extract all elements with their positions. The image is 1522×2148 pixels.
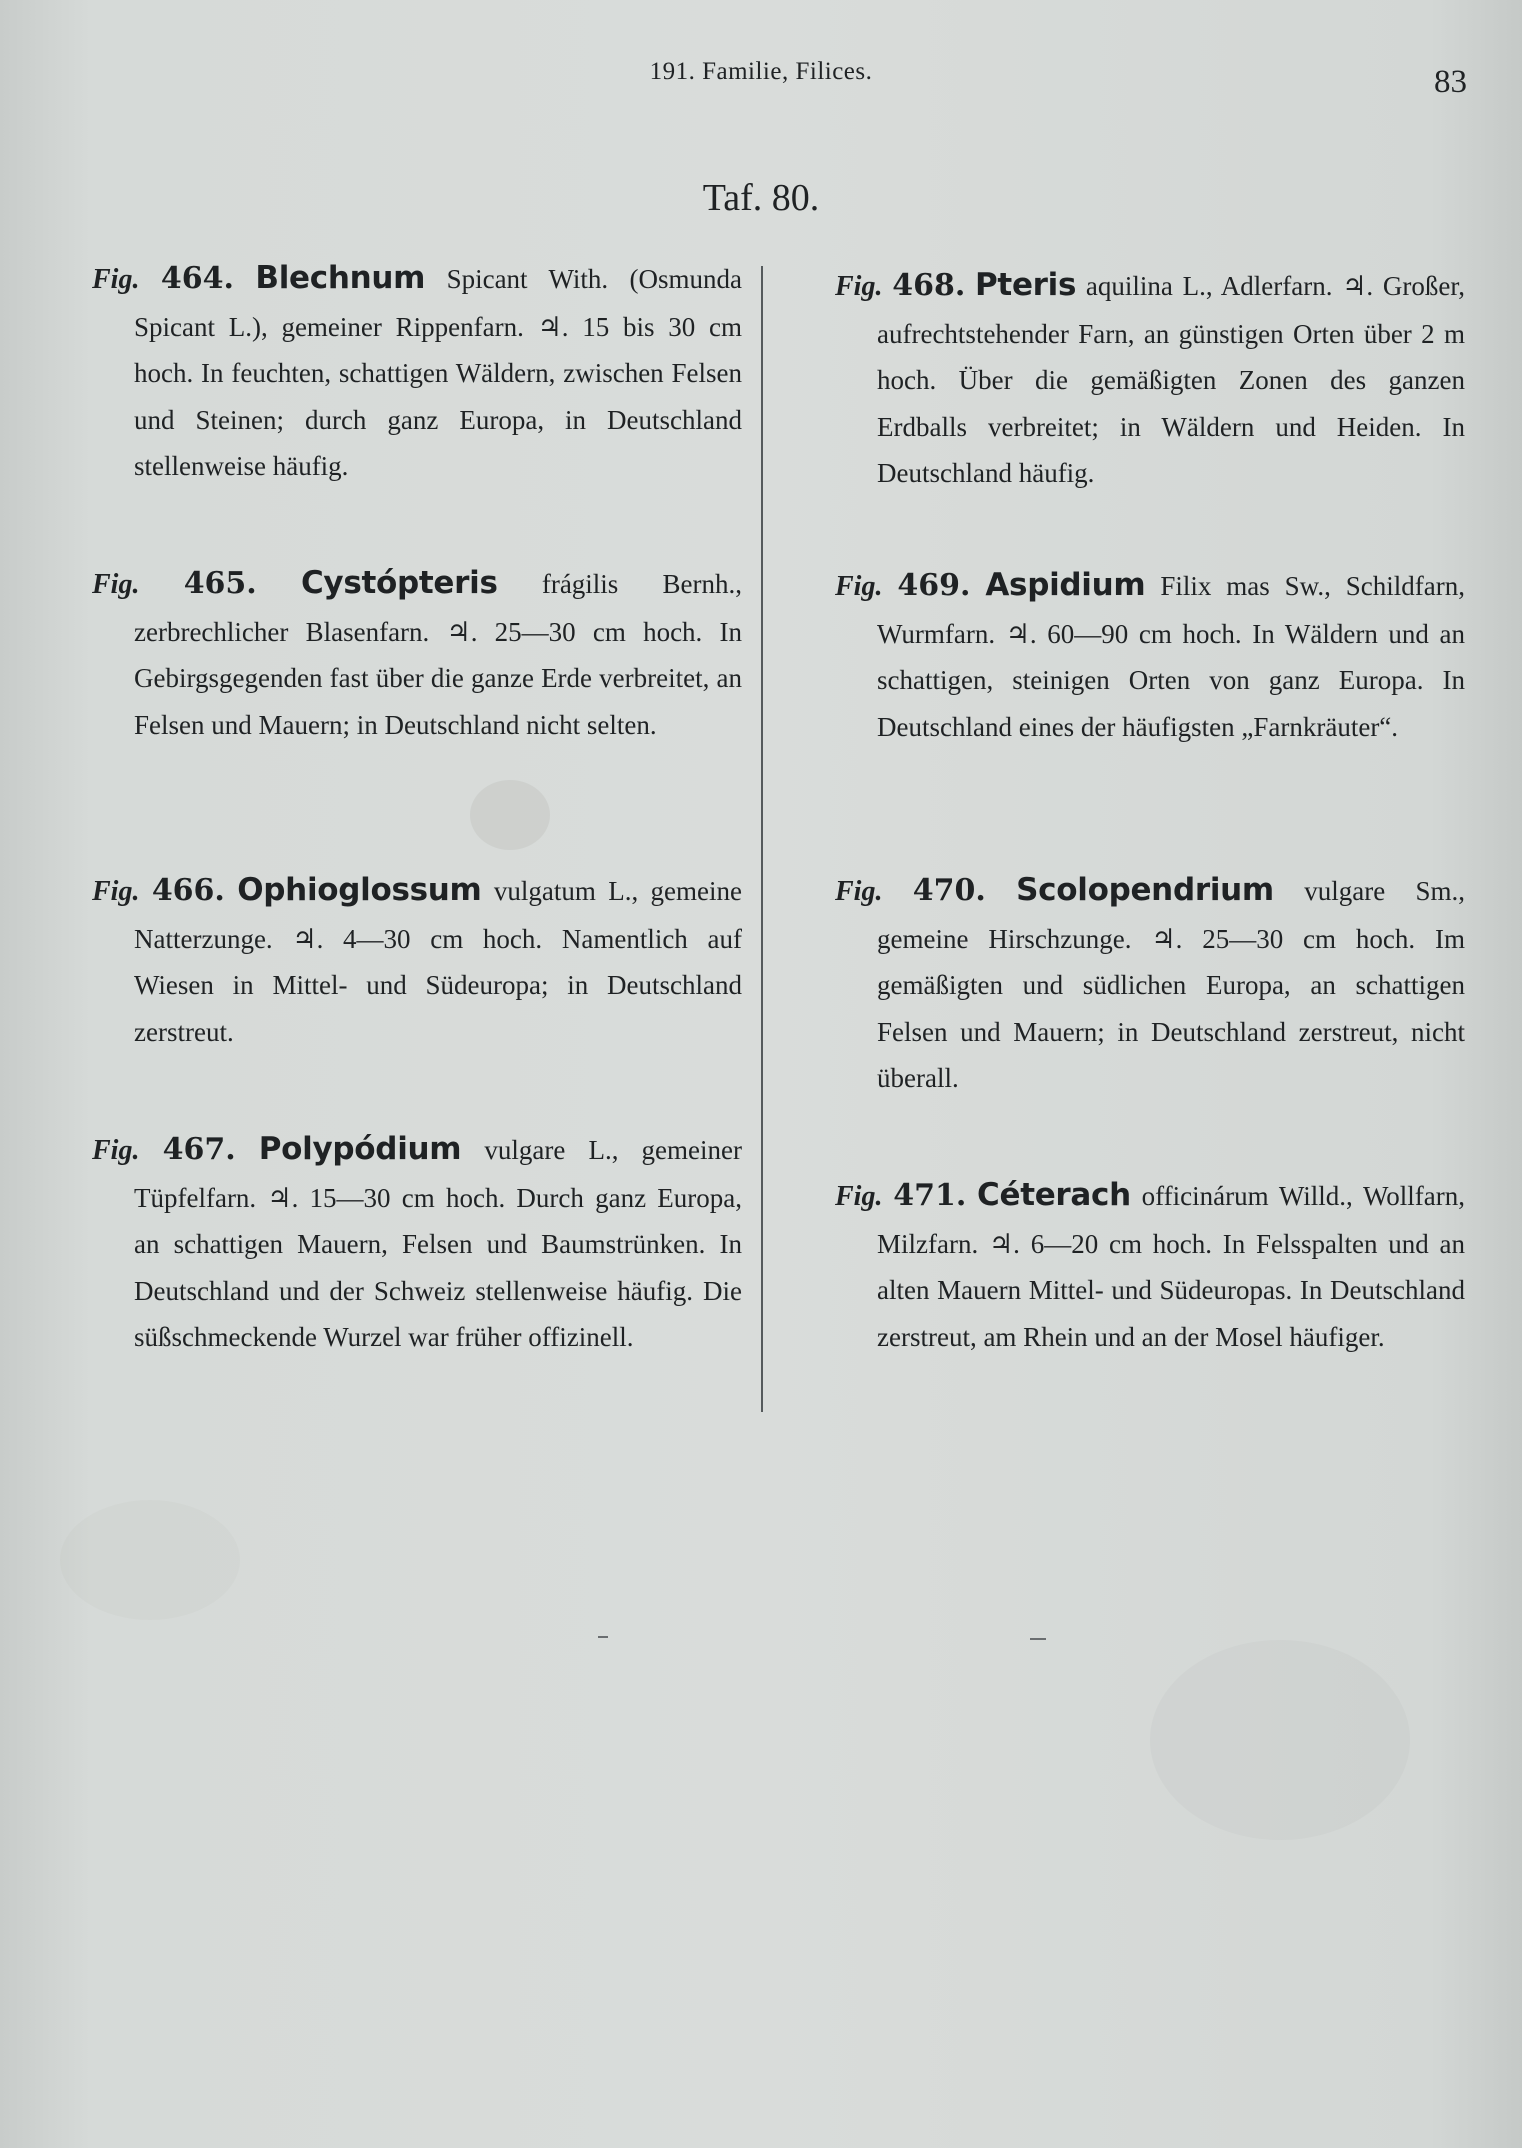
entry-fig-471 xyxy=(835,1172,1465,1360)
genus-name: Pteris xyxy=(975,267,1077,303)
genus-name: Blechnum xyxy=(255,260,426,296)
entry-text: Spicant With. (Osmunda Spicant L.), gemeiner Rippenfarn. ♃. 15 bis 30 cm hoch. In feuchten, schattigen Wäldern, zwischen Felsen und Steinen; durch ganz Europa, in Deutschland stellenweise häufig. xyxy=(134,264,743,481)
print-mark xyxy=(598,1636,608,1638)
genus-name: Polypódium xyxy=(258,1131,462,1167)
entry-fig-464 xyxy=(92,255,742,490)
genus-name: Cystópteris xyxy=(300,565,498,601)
fig-number: 471. xyxy=(893,1178,967,1213)
entry-text: vulgatum L., gemeine Natterzunge. ♃. 4—30 cm hoch. Namentlich auf Wiesen in Mittel- und Südeuropa; in Deutschland zerstreut. xyxy=(134,876,743,1047)
fig-label: Fig. xyxy=(835,1181,883,1212)
entry-text: Filix mas Sw., Schildfarn, Wurmfarn. ♃. 60—90 cm hoch. In Wäldern und an schattigen, steinigen Orten von ganz Europa. In Deutschland eines der häufigsten „Farnkräuter“. xyxy=(877,571,1466,742)
print-mark xyxy=(1030,1638,1046,1640)
fig-number: 469. xyxy=(897,568,971,603)
genus-name: Céterach xyxy=(977,1177,1131,1213)
fig-label: Fig. xyxy=(92,1135,140,1166)
column-divider xyxy=(761,266,763,1412)
entry-text: officinárum Willd., Wollfarn, Milzfarn. ♃. 6—20 cm hoch. In Felsspalten und an alten Mauern Mittel- und Südeuropas. In Deutschland zerstreut, am Rhein und an der Mosel häufiger. xyxy=(877,1181,1466,1352)
fig-number: 464. xyxy=(160,261,234,296)
entry-fig-465 xyxy=(92,560,742,748)
fig-label: Fig. xyxy=(835,271,883,302)
entry-text: vulgare L., gemeiner Tüpfelfarn. ♃. 15—30 cm hoch. Durch ganz Europa, an schattigen Mauern, Felsen und Baumstrünken. In Deutschland und der Schweiz stellenweise häufig. Die süßschmeckende Wurzel war früher offizinell. xyxy=(134,1135,743,1352)
genus-name: Aspidium xyxy=(985,567,1146,603)
entry-fig-466 xyxy=(92,867,742,1055)
entry-fig-467 xyxy=(92,1126,742,1361)
plate-title: Taf. 80. xyxy=(702,177,820,219)
fig-number: 465. xyxy=(183,566,257,601)
entry-fig-470 xyxy=(835,867,1465,1102)
fig-label: Fig. xyxy=(92,569,140,600)
page-number: 83 xyxy=(1434,64,1467,100)
fig-number: 468. xyxy=(892,268,966,303)
entry-text: vulgare Sm., gemeine Hirschzunge. ♃. 25—30 cm hoch. Im gemäßigten und südlichen Europa, an schattigen Felsen und Mauern; in Deutschland zerstreut, nicht überall. xyxy=(877,876,1466,1093)
fig-number: 470. xyxy=(912,873,986,908)
fig-label: Fig. xyxy=(92,264,140,295)
genus-name: Ophioglossum xyxy=(237,872,482,908)
fig-number: 467. xyxy=(162,1132,236,1167)
fig-label: Fig. xyxy=(835,571,883,602)
entry-fig-469 xyxy=(835,562,1465,750)
entry-text: aquilina L., Adlerfarn. ♃. Großer, aufrechtstehender Farn, an günstigen Orten über 2 m hoch. Über die gemäßigten Zonen des ganzen Erdballs verbreitet; in Wäldern und Heiden. In Deutschland häufig. xyxy=(877,271,1466,488)
fig-label: Fig. xyxy=(835,876,883,907)
running-head: 191. Familie, Filices. xyxy=(649,58,873,85)
entry-text: frágilis Bernh., zerbrechlicher Blasenfarn. ♃. 25—30 cm hoch. In Gebirgsgegenden fast über die ganze Erde verbreitet, an Felsen und Mauern; in Deutschland nicht selten. xyxy=(134,569,743,740)
fig-label: Fig. xyxy=(92,876,140,907)
entry-fig-468 xyxy=(835,262,1465,497)
fig-number: 466. xyxy=(151,873,225,908)
genus-name: Scolopendrium xyxy=(1016,872,1274,908)
